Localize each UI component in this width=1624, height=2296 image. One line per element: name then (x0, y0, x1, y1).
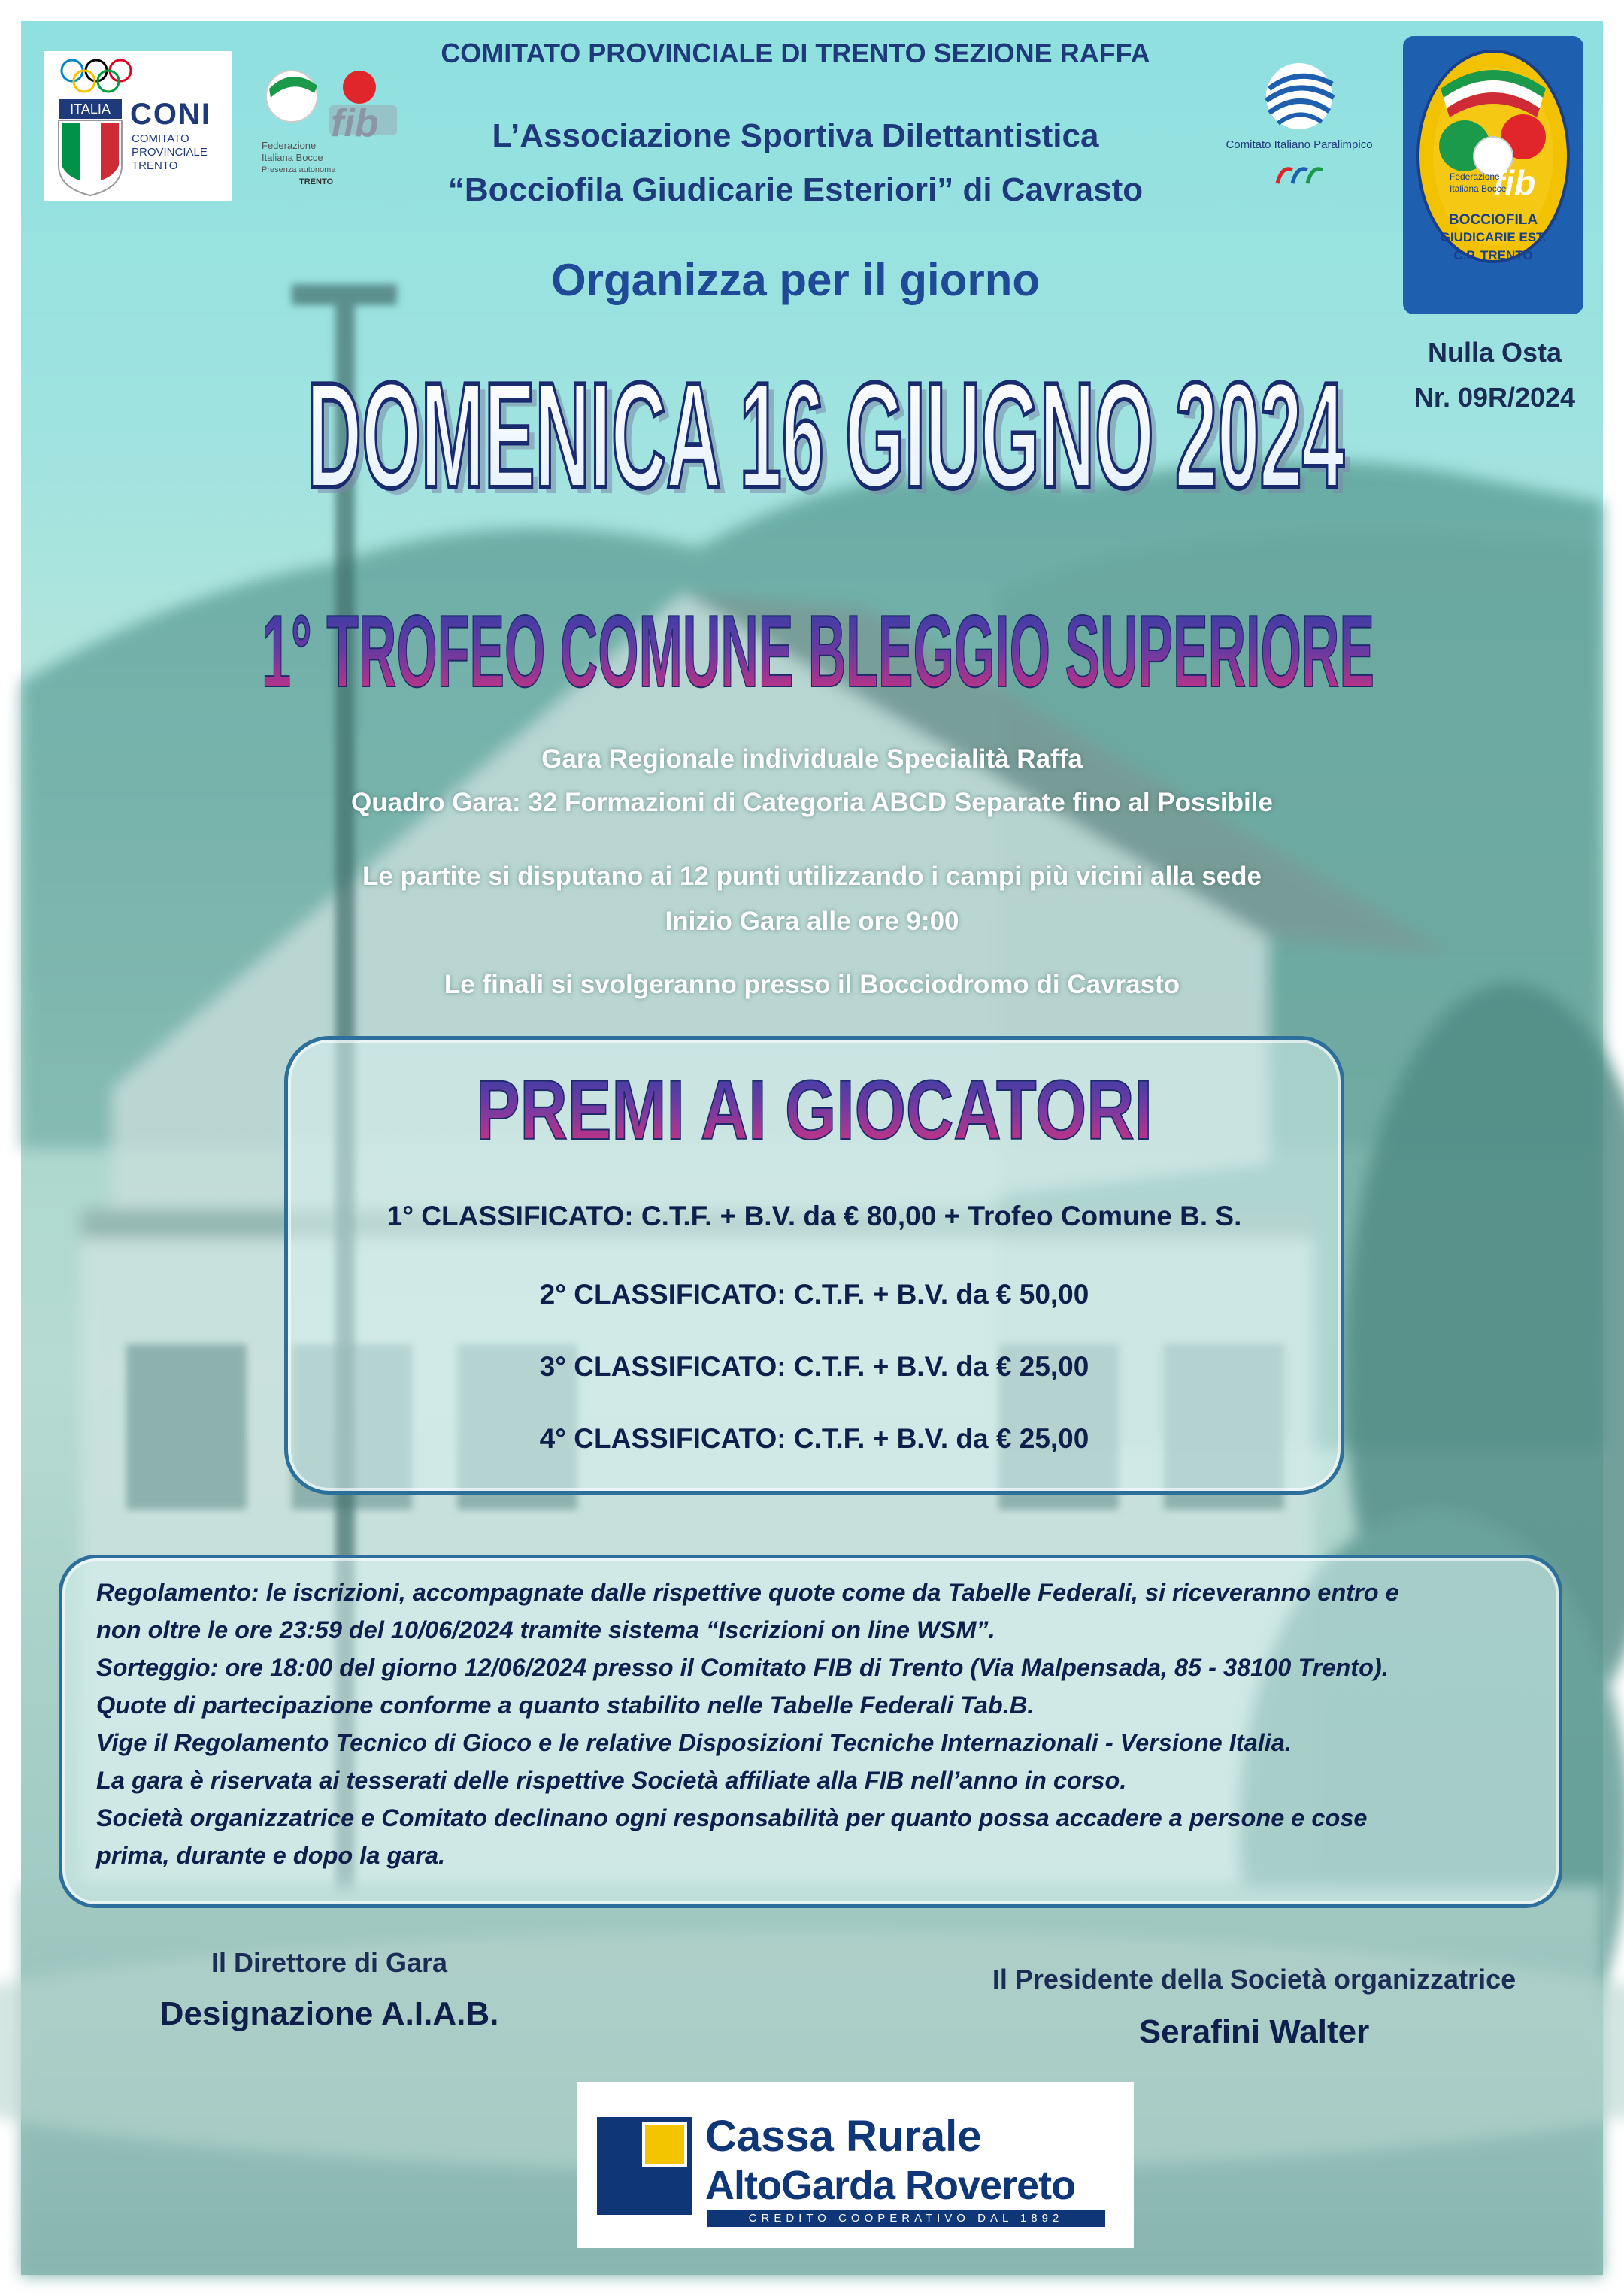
association-line-2: “Bocciofila Giudicarie Esteriori” di Cavrasto (447, 171, 1144, 208)
association-line-1: L’Associazione Sportiva Dilettantistica (492, 117, 1099, 154)
cip-logo (1209, 59, 1389, 201)
regulation-line: Società organizzatrice e Comitato declinano ogni responsabilità per quanto possa accadere a persone e cose (96, 1804, 1368, 1831)
event-date: DOMENICA 16 GIUGNO 2024 (307, 352, 1344, 519)
regulations-panel (59, 1555, 1562, 1908)
fib-left-sub-3: Presenza autonoma (262, 165, 336, 174)
regulations-text (96, 1574, 1525, 1874)
committee-title: COMITATO PROVINCIALE DI TRENTO SEZIONE RAFFA (441, 38, 1150, 68)
badge-fib: fib (1493, 163, 1536, 202)
fib-left-sub-1: Federazione (262, 140, 317, 151)
nulla-osta-number: Nr. 09R/2024 (1413, 382, 1576, 413)
italy-shield-icon (59, 120, 122, 195)
trophy-title (217, 577, 1419, 708)
fib-left-sub-2: Italiana Bocce (262, 152, 323, 163)
prizes-title (438, 1055, 1190, 1160)
cassa-rurale-mark-icon (597, 2117, 692, 2215)
regulation-line: Regolamento: le iscrizioni, accompagnate dalle rispettive quote come da Tabelle Federali, si riceveranno entro e (96, 1579, 1399, 1606)
start-time: Inizio Gara alle ore 9:00 (665, 907, 959, 936)
race-frame: Quadro Gara: 32 Formazioni di Categoria ABCD Separate fino al Possibile (351, 788, 1273, 817)
badge-line-2: GIUDICARIE EST. (1440, 230, 1547, 244)
coni-name: CONI (130, 98, 211, 131)
badge-fed-1: Federazione (1450, 171, 1500, 182)
prize-item: 1° CLASSIFICATO: C.T.F. + B.V. da € 80,00 + Trofeo Comune B. S. (386, 1201, 1242, 1231)
organizes-text: Organizza per il giorno (550, 255, 1041, 305)
cip-name: Comitato Italiano Paralimpico (1226, 138, 1373, 151)
paralympic-globe-icon (1254, 59, 1344, 134)
regulation-line: prima, durante e dopo la gara. (96, 1842, 446, 1869)
coni-sub-2: PROVINCIALE (132, 146, 208, 159)
coni-sub-1: COMITATO (132, 132, 189, 145)
sponsor-logo (577, 2082, 1134, 2248)
coni-logo (44, 51, 232, 201)
olympic-rings-icon (59, 57, 141, 95)
finals-location: Le finali si svolgeranno presso il Bocciodromo di Cavrasto (444, 970, 1180, 999)
bocciofila-badge (1403, 36, 1583, 314)
event-date-headline (262, 329, 1389, 526)
badge-line-1: BOCCIOFILA (1448, 212, 1538, 228)
prize-item: 3° CLASSIFICATO: C.T.F. + B.V. da € 25,00 (539, 1351, 1089, 1382)
regulation-line: Quote di partecipazione conforme a quanto stabilito nelle Tabelle Federali Tab.B. (96, 1692, 1035, 1719)
fib-left-sub-4: TRENTO (299, 177, 334, 186)
nulla-osta-label: Nulla Osta (1427, 337, 1562, 368)
prizes-title-text: PREMI AI GIOCATORI (476, 1063, 1153, 1157)
regulation-line: La gara è riservata ai tesserati delle rispettive Società affiliate alla FIB nell’anno in corso. (96, 1767, 1127, 1794)
coni-country: ITALIA (59, 99, 122, 119)
prize-item: 4° CLASSIFICATO: C.T.F. + B.V. da € 25,00 (539, 1423, 1089, 1454)
rules-points: Le partite si disputano ai 12 punti utilizzando i campi più vicini alla sede (362, 862, 1262, 891)
race-type: Gara Regionale individuale Specialità Raffa (541, 744, 1083, 774)
president-name: Serafini Walter (1138, 2013, 1370, 2050)
event-poster (21, 21, 1603, 2275)
regulation-line: Sorteggio: ore 18:00 del giorno 12/06/2024 presso il Comitato FIB di Trento (Via Malpensada, 85 - 38100 Trento). (96, 1654, 1389, 1681)
prizes-panel (284, 1036, 1344, 1495)
sponsor-line-3: CREDITO COOPERATIVO DAL 1892 (707, 2210, 1105, 2227)
regulation-line: non oltre le ore 23:59 del 10/06/2024 tramite sistema “Iscrizioni on line WSM”. (96, 1616, 995, 1643)
director-label: Il Direttore di Gara (211, 1947, 448, 1978)
badge-fed-2: Italiana Bocce (1450, 183, 1507, 194)
president-label: Il Presidente della Società organizzatrice (992, 1964, 1516, 1995)
agitos-icon (1273, 161, 1326, 191)
badge-line-3: C.P. TRENTO (1453, 248, 1533, 262)
event-date-shadow: DOMENICA 16 GIUGNO 2024 (313, 358, 1350, 526)
fib-left-name: fib (331, 101, 379, 145)
regulation-line: Vige il Regolamento Tecnico di Gioco e le relative Disposizioni Tecniche Internazionali - Versione Italia. (96, 1729, 1292, 1756)
trophy-text: 1° TROFEO COMUNE BLEGGIO SUPERIORE (262, 594, 1374, 708)
director-name: Designazione A.I.A.B. (159, 1995, 499, 2032)
prize-item: 2° CLASSIFICATO: C.T.F. + B.V. da € 50,00 (539, 1279, 1089, 1310)
sponsor-line-1: Cassa Rurale (705, 2112, 982, 2161)
coni-sub-3: TRENTO (132, 159, 178, 172)
sponsor-line-2: AltoGarda Rovereto (705, 2163, 1076, 2208)
